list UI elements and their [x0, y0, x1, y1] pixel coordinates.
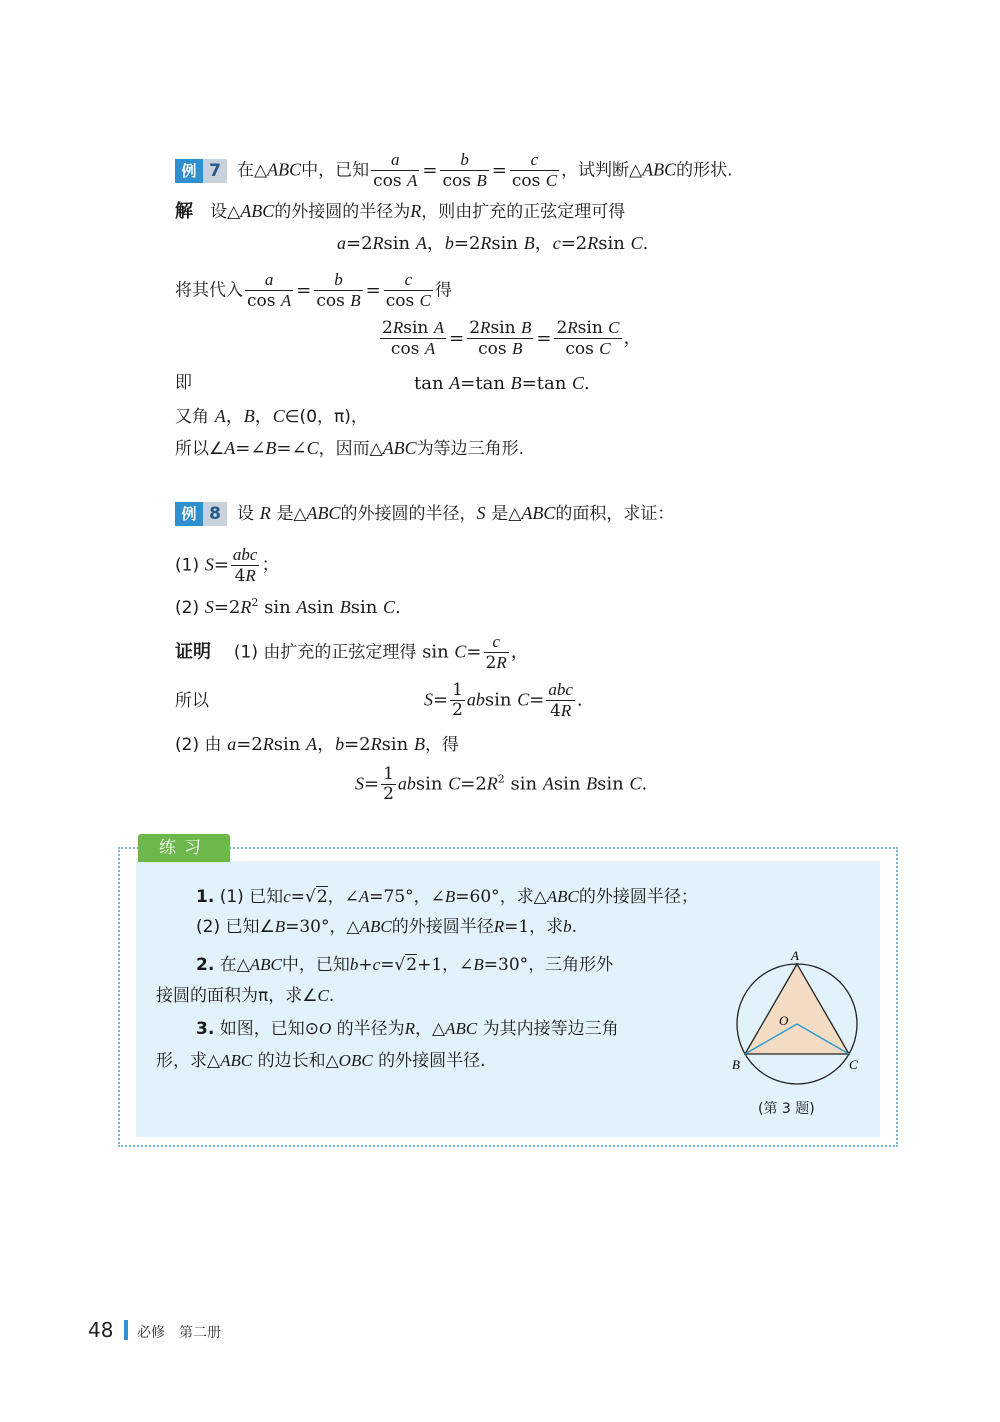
practice-q3-line1: 3. 如图，已知⊙O 的半径为R，△ABC 为其内接等边三角 [196, 1019, 619, 1039]
book-title: 必修 第二册 [137, 1325, 221, 1341]
practice-q3-line2: 形，求△ABC 的边长和△OBC 的外接圆半径. [156, 1051, 486, 1071]
example7-question: 例 7 在△ABC中，已知 $\frac{a}{\text{cos A}}$ = $\frac{b}{\text{cos B}}$ = $\frac{c}{\text{cos C}}$ ，试判断△ABC的形状. [175, 150, 733, 191]
circle-triangle-figure [728, 947, 878, 1097]
example7-tan-equation: tan A=tan B=tan C. [414, 373, 590, 394]
example8-proof2: (2) 由 a=2Rsin A，b=2Rsin B，得 [175, 734, 459, 755]
triangle-abc [745, 964, 849, 1054]
label-c: C [849, 1057, 858, 1072]
example7-substitute: 将其代入 $\frac{a}{\text{cos A}}$ = $\frac{b}{\text{cos B}}$ = $\frac{c}{\text{cos C}}$ 得 [175, 270, 452, 311]
practice-q1-part1: 1. (1) 已知c=√2，∠A=75°，∠B=60°，求△ABC的外接圆半径； [196, 887, 698, 907]
example7-ie: 即 [175, 373, 192, 393]
practice-q2-line1: 2. 在△ABC中，已知b+c=√2+1，∠B=30°，三角形外 [196, 955, 614, 975]
practice-box [118, 838, 898, 1147]
example7-solution-line1: 解 设△ABC的外接圆的半径为R，则由扩充的正弦定理可得 [175, 201, 626, 222]
example8-so: 所以 [175, 691, 209, 711]
example7-equation: $\frac{\text{2Rsin A}}{\text{cos A}}$ = $\frac{\text{2Rsin B}}{\text{cos B}}$ = $\frac{\text{2Rsin C}}{\text{cos C}}$ ， [382, 318, 642, 359]
label-b: B [732, 1057, 740, 1072]
example8-part1: (1) S= $\frac{\text{abc}}{4R}$ ； [175, 545, 280, 586]
practice-title: 练习 [138, 834, 230, 862]
example8-area-formula: S= $\frac{1}{2}$ absin C= $\frac{\text{abc}}{4R}$ . [424, 680, 583, 721]
example8-badge: 例 8 [175, 502, 227, 526]
example8-question: 例 8 设 R 是△ABC的外接圆的半径，S 是△ABC的面积，求证： [175, 500, 674, 527]
example7-angle-range: 又角 A，B，C∈(0，π)， [175, 406, 368, 427]
example8-final-formula: S= $\frac{1}{2}$ absin $C=2R^2$ sin Asin Bsin C. [355, 764, 648, 804]
footer-divider [124, 1320, 128, 1340]
label-o: O [779, 1013, 789, 1028]
page-number: 48 [88, 1318, 114, 1342]
practice-q1-part2: (2) 已知∠B=30°，△ABC的外接圆半径R=1，求b. [196, 917, 578, 937]
example7-badge: 例 7 [175, 159, 227, 183]
example8-proof1: 证明 (1) 由扩充的正弦定理得 sin C= $\frac{c}{2R}$ ， [175, 632, 529, 673]
figure-caption: (第 3 题) [758, 1101, 815, 1117]
example7-sine-law: a=2Rsin A，b=2Rsin B，c=2Rsin C. [337, 233, 649, 254]
example7-conclusion: 所以∠A=∠B=∠C，因而△ABC为等边三角形. [175, 438, 525, 459]
practice-q2-line2: 接圆的面积为π，求∠C. [156, 986, 335, 1006]
label-a: A [791, 948, 799, 963]
example8-part2: (2) $S=2R^2$ sin Asin Bsin C. [175, 596, 401, 618]
